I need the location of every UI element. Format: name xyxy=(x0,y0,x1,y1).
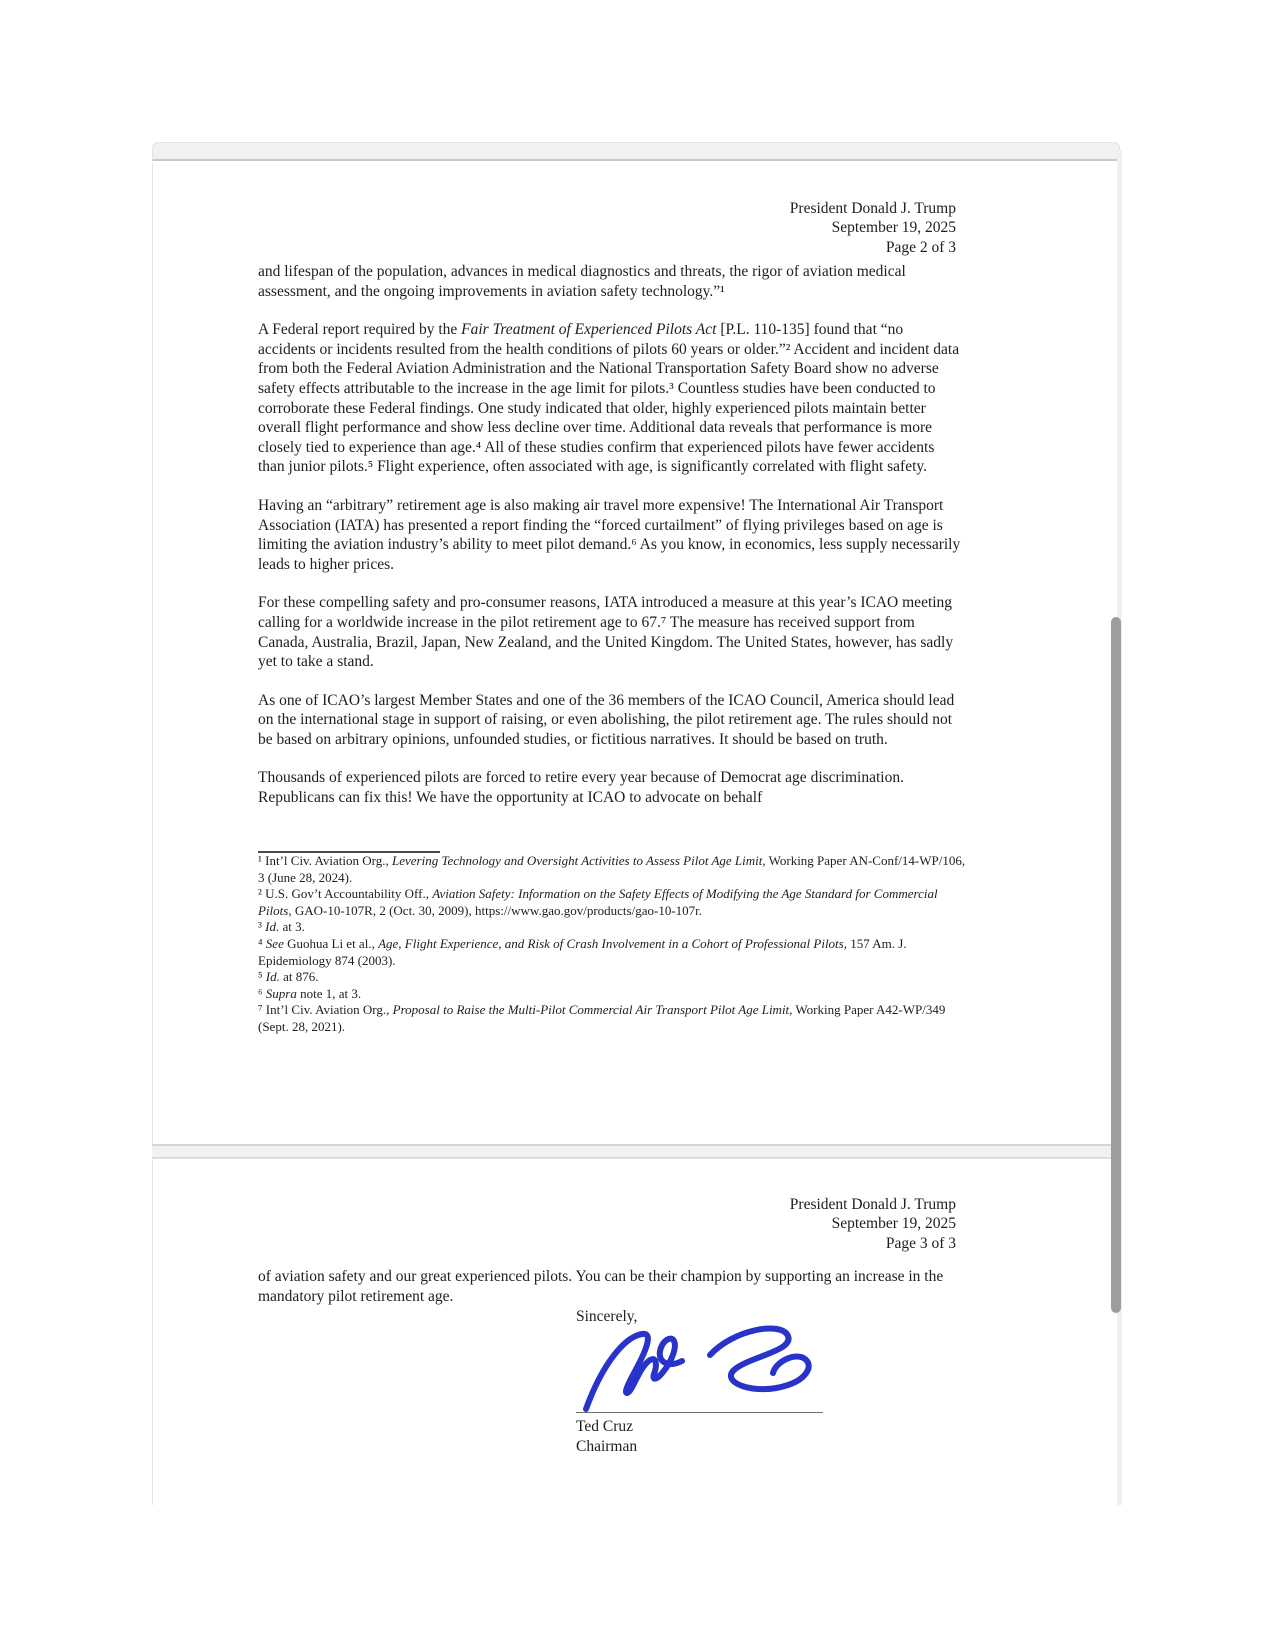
footnote-item: ⁷ Int’l Civ. Aviation Org., Proposal to Raise the Multi-Pilot Commercial Air Transport Pilot Age Limit, Working Paper A42-WP/349 (Sept. 28, 2021). xyxy=(258,1002,946,1034)
body-paragraph: Having an “arbitrary” retirement age is also making air travel more expensive! The International Air Transport Association (IATA) has presented a report finding the “forced curtailment” of flying privileges based on age is limiting the aviation industry’s ability to meet pilot demand.⁶ As you know, in economics, less supply necessarily leads to higher prices. xyxy=(258,496,961,573)
signer-name: Ted Cruz xyxy=(576,1418,634,1435)
header-date: September 19, 2025 xyxy=(831,1215,956,1233)
header-recipient: President Donald J. Trump xyxy=(789,200,956,217)
signer-title: Chairman xyxy=(576,1438,638,1455)
scrollbar-thumb[interactable] xyxy=(1111,617,1121,1313)
footnote-item: ¹ Int’l Civ. Aviation Org., Levering Technology and Oversight Activities to Assess Pilot Age Limit, Working Paper AN-Conf/14-WP/106, 3 (June 28, 2024). xyxy=(258,853,966,885)
footnotes xyxy=(258,851,970,1036)
letter-page-3 xyxy=(152,1158,1120,1505)
body-paragraph: A Federal report required by the Fair Treatment of Experienced Pilots Act [P.L. 110-135] found that “no accidents or incidents resulted from the health conditions of pilots 60 years or older.”² Accident and incident data from both the Federal Aviation Administration and the National Transportation Safety Board show no adverse safety effects attributable to the increase in the age limit for pilots.³ Countless studies have been conducted to corroborate these Federal findings. One study indicated that older, highly experienced pilots maintain better overall flight performance and show less decline over time. Additional data reveals that performance is more closely tied to experience than age.⁴ All of these studies confirm that experienced pilots have fewer accidents than junior pilots.⁵ Flight experience, often associated with age, is significantly correlated with flight safety. xyxy=(258,321,960,476)
letter-body xyxy=(258,262,962,827)
header-date: September 19, 2025 xyxy=(831,219,956,237)
page-gap xyxy=(152,1146,1120,1158)
body-paragraph: and lifespan of the population, advances in medical diagnostics and threats, the rigor of aviation medical assessment, and the ongoing improvements in aviation safety technology.”¹ xyxy=(258,263,906,300)
signature-block xyxy=(576,1307,1006,1497)
body-paragraph: Thousands of experienced pilots are forced to retire every year because of Democrat age discrimination. Republicans can fix this! We have the opportunity at ICAO to advocate on behalf xyxy=(258,769,904,807)
signature-line xyxy=(576,1412,823,1413)
header-page-number: Page 2 of 3 xyxy=(885,238,956,256)
handwritten-signature xyxy=(576,1321,866,1413)
closing-salutation: Sincerely, xyxy=(576,1308,638,1325)
footnote-item: ² U.S. Gov’t Accountability Off., Aviation Safety: Information on the Safety Effects of Modifying the Age Standard for Commercial Pilots, GAO-10-107R, 2 (Oct. 30, 2009), https://www.gao.gov/products/gao-10-107r. xyxy=(258,886,938,918)
footnote-item: ⁶ Supra note 1, at 3. xyxy=(258,985,362,1001)
body-paragraph: For these compelling safety and pro-consumer reasons, IATA introduced a measure at this year’s ICAO meeting calling for a worldwide increase in the pilot retirement age to 67.⁷ The measure has received support from Canada, Australia, Brazil, Japan, New Zealand, and the United Kingdom. The United States, however, has sadly yet to take a stand. xyxy=(258,594,954,671)
letter-header xyxy=(790,1195,956,1253)
body-paragraph: of aviation safety and our great experienced pilots. You can be their champion by supporting an increase in the mandatory pilot retirement age. xyxy=(258,1268,944,1305)
header-recipient: President Donald J. Trump xyxy=(789,1196,956,1213)
footnote-item: ⁴ See Guohua Li et al., Age, Flight Experience, and Risk of Crash Involvement in a Cohort of Professional Pilots, 157 Am. J. Epidemiology 874 (2003). xyxy=(258,935,907,968)
footnote-item: ⁵ Id. at 876. xyxy=(258,969,319,985)
body-paragraph: As one of ICAO’s largest Member States and one of the 36 members of the ICAO Council, America should lead on the international stage in support of raising, or even abolishing, the pilot retirement age. The rules should not be based on arbitrary opinions, unfounded studies, or fictitious narratives. It should be based on truth. xyxy=(258,691,955,748)
header-page-number: Page 3 of 3 xyxy=(885,1234,956,1252)
footnote-item: ³ Id. at 3. xyxy=(258,919,305,935)
letter-header xyxy=(790,199,956,257)
letter-page-2 xyxy=(152,163,1120,1146)
previous-page-bottom-edge xyxy=(152,142,1120,161)
